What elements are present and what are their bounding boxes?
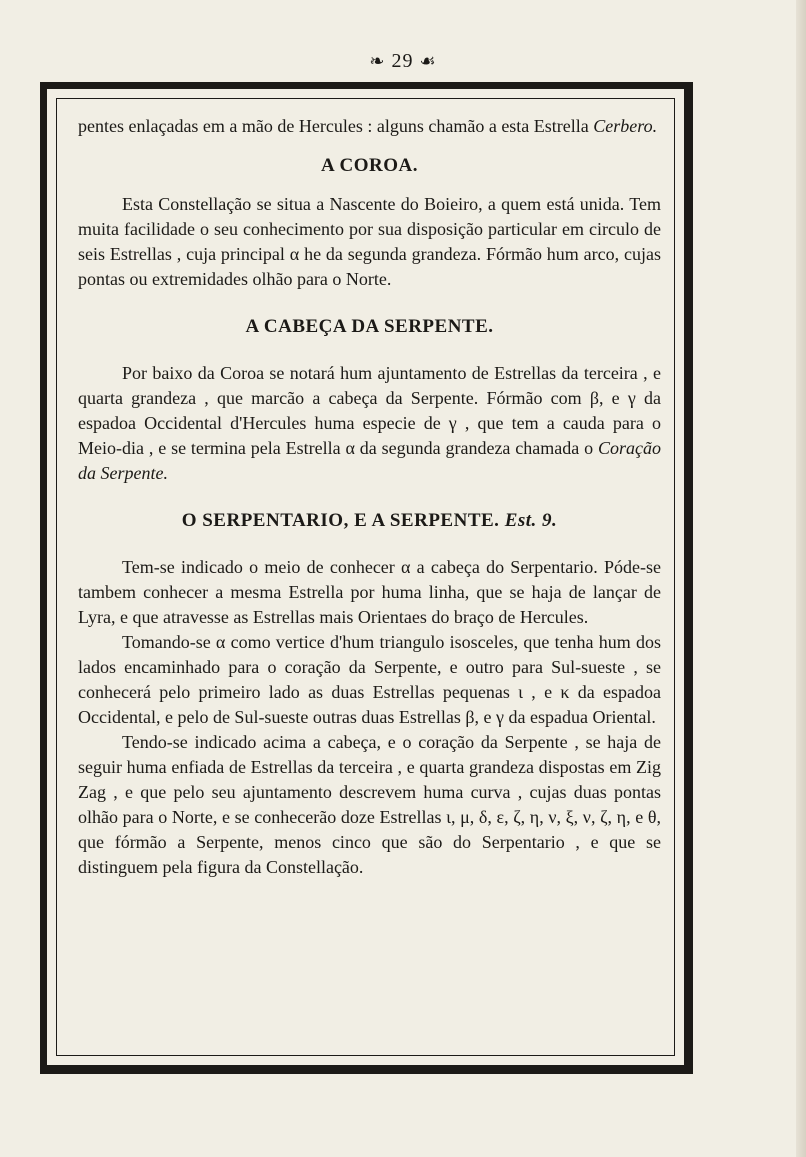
text-block bbox=[78, 114, 661, 880]
section-heading-cabeca-serpente: A CABEÇA DA SERPENTE. bbox=[245, 316, 494, 337]
paragraph-serpentario-1: Tem-se indicado o meio de conhecer α a cabeça do Serpentario. Póde-se tambem conhecer a mesma Estrella por huma linha, que se haja de lançar de Lyra, e que atravesse as Estrellas mais Orientaes do braço de Hercules. bbox=[78, 557, 661, 627]
section-heading-serpentario-plate: Est. 9. bbox=[504, 510, 558, 531]
paragraph-cabeca-serpente-italic: Coração da Serpente. bbox=[78, 438, 661, 483]
right-ornament-icon: ☙ bbox=[419, 51, 437, 71]
paragraph-serpentario-3: Tendo-se indicado acima a cabeça, e o coração da Serpente , se haja de seguir huma enfiada de Estrellas da terceira , e quarta grandeza dispostas em Zig Zag , e que pelo seu ajuntamento descrevem huma curva , cujas duas pontas olhão para o Norte, e se conhecerão doze Estrellas ι, μ, δ, ε, ζ, η, ν, ξ, ν, ζ, η, e θ, que fórmão a Serpente, menos cinco que são do Serpentario , e que se distinguem pela figura da Constellação. bbox=[78, 732, 661, 877]
section-heading-serpentario bbox=[78, 508, 661, 533]
paragraph-cabeca-serpente bbox=[78, 361, 661, 486]
page-edge bbox=[796, 0, 806, 1157]
page-number-value: 29 bbox=[391, 50, 414, 72]
page-number bbox=[0, 50, 806, 73]
section-heading-serpentario-text: O SERPENTARIO, E A SERPENTE. bbox=[181, 510, 500, 531]
left-ornament-icon: ❧ bbox=[369, 51, 386, 71]
paragraph-cabeca-serpente-text: Por baixo da Coroa se notará hum ajuntamento de Estrellas da terceira , e quarta grandeza , que marcão a cabeça da Serpente. Fórmão com β, e γ da espadoa Occidental d'Hercules huma especie de γ , que tem a cauda para o Meio-dia , e se termina pela Estrella α da segunda grandeza chamada o bbox=[78, 363, 661, 458]
paragraph-serpentario-2: Tomando-se α como vertice d'hum triangulo isosceles, que tenha hum dos lados encaminhado para o coração da Serpente, e outro para Sul-sueste , se conhecerá pelo primeiro lado as duas Estrellas pequenas ι , e κ da espadoa Occidental, e pelo de Sul-sueste outras duas Estrellas β, e γ da espadua Oriental. bbox=[78, 632, 661, 727]
continued-paragraph-text: pentes enlaçadas em a mão de Hercules : alguns chamão a esta Estrella bbox=[78, 116, 589, 136]
paragraph-coroa: Esta Constellação se situa a Nascente do Boieiro, a quem está unida. Tem muita facilidade o seu conhecimento por sua disposição particular em circulo de seis Estrellas , cuja principal α he da segunda grandeza. Fórmão hum arco, cujas pontas ou extremidades olhão para o Norte. bbox=[78, 194, 661, 289]
continued-paragraph bbox=[78, 114, 661, 139]
continued-paragraph-italic: Cerbero. bbox=[593, 116, 658, 136]
section-heading-coroa: A COROA. bbox=[321, 155, 418, 176]
